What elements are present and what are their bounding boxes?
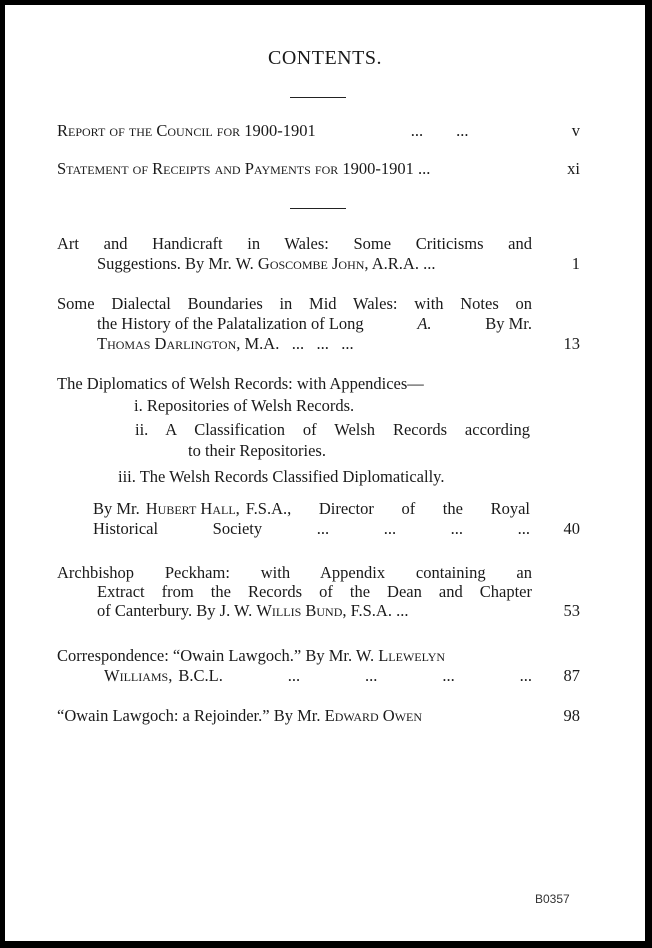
text: F.S.A. ... xyxy=(350,601,409,620)
author-name: Llewelyn xyxy=(378,646,446,665)
appendix-item: ii. A Classification of Welsh Records according xyxy=(135,420,530,439)
text: M.A. ... ... ... xyxy=(244,334,354,353)
page-number: 40 xyxy=(563,519,580,538)
text: of Canterbury. By J. W. xyxy=(97,601,253,620)
divider xyxy=(290,208,346,209)
document-code: B0357 xyxy=(535,892,570,906)
page-number: xi xyxy=(567,159,580,178)
entry-line xyxy=(97,314,532,334)
entry-line: Archbishop Peckham: with Appendix containing an xyxy=(57,563,532,582)
appendix-item: i. Repositories of Welsh Records. xyxy=(134,396,355,415)
text: F.S.A., Director of the Royal xyxy=(245,499,530,518)
entry-line xyxy=(97,334,354,354)
page-number: 13 xyxy=(563,334,580,353)
entry-years: 1900-1901 ... xyxy=(342,159,431,178)
entry-line xyxy=(97,254,435,274)
page-number: 1 xyxy=(571,254,580,273)
text: Suggestions. By Mr. W. xyxy=(97,254,254,273)
author-name: Willis Bund, xyxy=(256,601,347,620)
text: B.C.L. ... ... ... ... xyxy=(178,666,532,685)
page-number: v xyxy=(571,121,580,140)
entry-line xyxy=(104,666,532,686)
author-name: Goscombe John, xyxy=(257,254,369,273)
entry-title: Statement of Receipts and Payments for xyxy=(57,159,339,178)
divider xyxy=(290,97,346,98)
document-page xyxy=(5,5,645,941)
text: A. xyxy=(417,314,432,333)
entry-line xyxy=(93,499,530,519)
entry-line xyxy=(97,601,408,621)
toc-entry-report xyxy=(57,121,469,141)
page-number: 98 xyxy=(563,706,580,725)
text: Correspondence: “Owain Lawgoch.” By Mr. W. xyxy=(57,646,375,665)
entry-line: Art and Handicraft in Wales: Some Criticisms and xyxy=(57,234,532,253)
entry-line: Historical Society ... ... ... ... xyxy=(93,519,530,538)
author-name: Edward Owen xyxy=(324,706,423,725)
entry-line: The Diplomatics of Welsh Records: with Appendices— xyxy=(57,374,424,393)
entry-line: Extract from the Records of the Dean and Chapter xyxy=(97,582,532,601)
entry-title: Report of the Council for xyxy=(57,121,241,140)
text: By Mr. xyxy=(485,314,532,333)
entry-years: 1900-1901 xyxy=(244,121,316,140)
text: “Owain Lawgoch: a Rejoinder.” By Mr. xyxy=(57,706,321,725)
entry-line: Some Dialectal Boundaries in Mid Wales: with Notes on xyxy=(57,294,532,313)
author-name: Hubert Hall, xyxy=(145,499,240,518)
author-name: Thomas Darlington, xyxy=(97,334,241,353)
text: By Mr. xyxy=(93,499,140,518)
appendix-item: to their Repositories. xyxy=(188,441,326,460)
author-name: Williams, xyxy=(104,666,173,685)
text: A.R.A. ... xyxy=(371,254,436,273)
page-number: 53 xyxy=(563,601,580,620)
toc-entry-statement xyxy=(57,159,430,179)
text: the History of the Palatalization of Long xyxy=(97,314,364,333)
leader-dots: ... ... xyxy=(410,121,469,140)
entry-line xyxy=(57,646,445,666)
page-number: 87 xyxy=(563,666,580,685)
appendix-item: iii. The Welsh Records Classified Diplomatically. xyxy=(118,467,445,486)
entry-line xyxy=(57,706,422,726)
page-title: CONTENTS. xyxy=(268,47,382,69)
